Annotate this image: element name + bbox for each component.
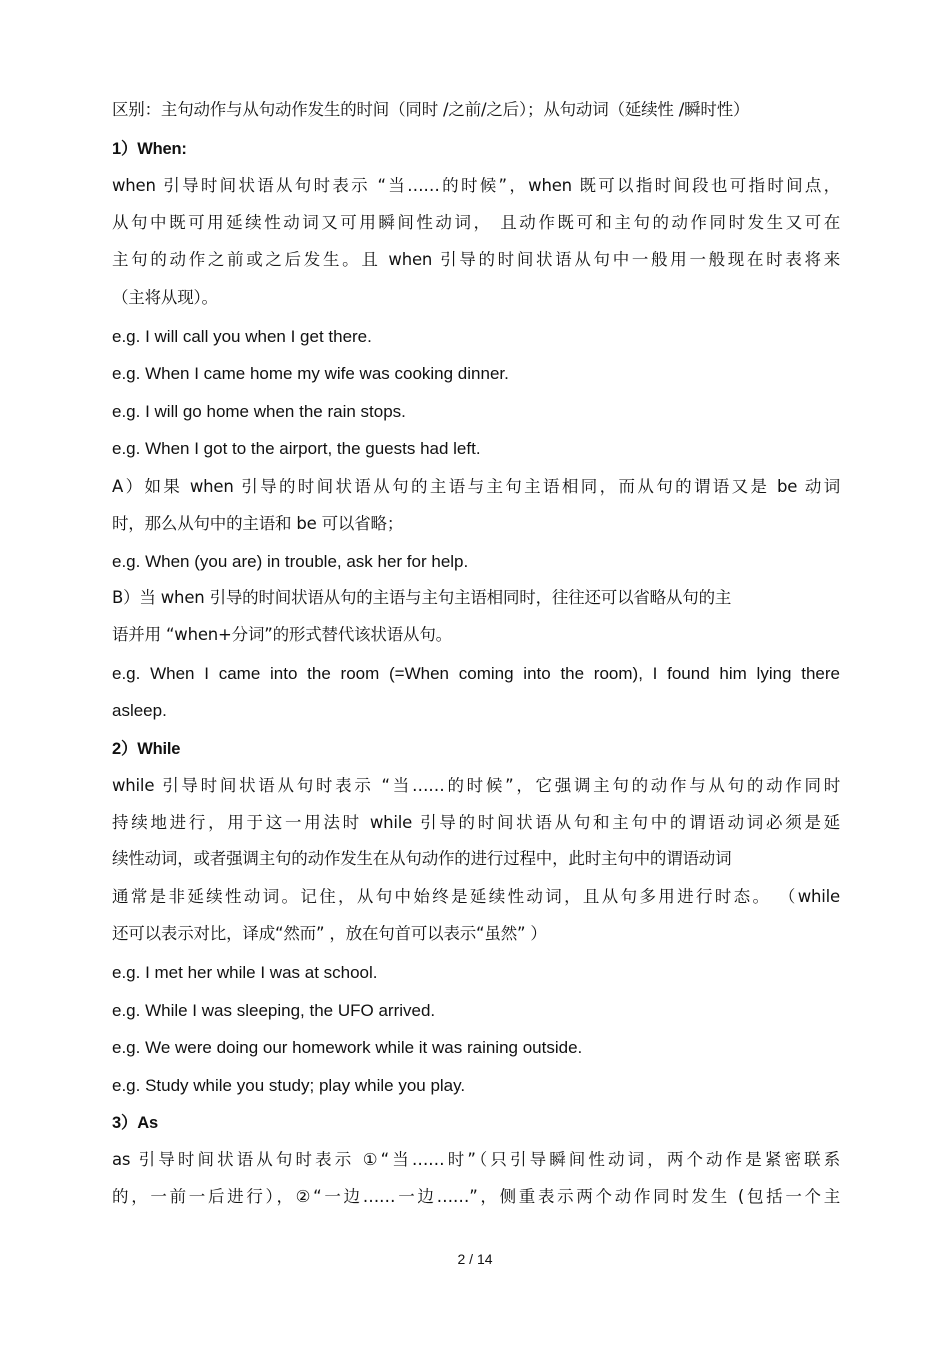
text-line: 区别：主句动作与从句动作发生的时间（同时 /之前/之后）；从句动词（延续性 /瞬时性） (112, 100, 750, 119)
text-line: as 引导时间状语从句时表示 ①“当……时”（只引导瞬间性动词，两个动作是紧密联系 (112, 1150, 840, 1169)
text-line: 续性动词，或者强调主句的动作发生在从句动作的进行过程中，此时主句中的谓语动词 (112, 849, 732, 868)
text-line: while 引导时间状语从句时表示 “当……的时候”，它强调主句的动作与从句的动作同时 (112, 776, 840, 795)
example-line: e.g. Study while you study; play while you play. (112, 1076, 466, 1095)
text-line: 持续地进行，用于这一用法时 while 引导的时间状语从句和主句中的谓语动词必须是延 (112, 813, 840, 832)
example-line: e.g. I will call you when I get there. (112, 327, 372, 346)
example-line: e.g. When I got to the airport, the guests had left. (112, 439, 481, 458)
example-line: e.g. I will go home when the rain stops. (112, 402, 406, 421)
section-heading-as: 3）As (112, 1114, 158, 1132)
text-line: 的，一前一后进行），②“一边……一边……”，侧重表示两个动作同时发生 (包括一个主 (112, 1187, 840, 1206)
text-line: 时，那么从句中的主语和 be 可以省略； (112, 514, 404, 533)
example-line: e.g. I met her while I was at school. (112, 963, 378, 982)
text-line: B）当 when 引导的时间状语从句的主语与主句主语相同时，往往还可以省略从句的主 (112, 588, 732, 607)
example-line: e.g. While I was sleeping, the UFO arrived. (112, 1001, 436, 1020)
section-heading-while: 2）While (112, 740, 181, 758)
section-heading-when: 1）When: (112, 140, 187, 158)
text-line: 从句中既可用延续性动词又可用瞬间性动词， 且动作既可和主句的动作同时发生又可在 (112, 213, 840, 232)
example-line: asleep. (112, 701, 167, 720)
text-line: when 引导时间状语从句时表示 “当……的时候”，when 既可以指时间段也可指时间点， (112, 176, 840, 195)
text-line: 还可以表示对比，译成“然而” ，放在句首可以表示“虽然” ） (112, 924, 547, 943)
example-line: e.g. We were doing our homework while it was raining outside. (112, 1038, 583, 1057)
page-number: 2 / 14 (457, 1251, 493, 1267)
example-line: e.g. When I came into the room (=When coming into the room), I found him lying there (112, 664, 840, 683)
text-line: 语并用 “when+分词”的形式替代该状语从句。 (112, 625, 452, 644)
text-line: A）如果 when 引导的时间状语从句的主语与主句主语相同，而从句的谓语又是 be 动词 (112, 477, 840, 496)
text-line: 通常是非延续性动词。记住，从句中始终是延续性动词，且从句多用进行时态。 （while (112, 887, 840, 906)
example-line: e.g. When (you are) in trouble, ask her for help. (112, 552, 469, 571)
text-line: 主句的动作之前或之后发生。且 when 引导的时间状语从句中一般用一般现在时表将来 (112, 250, 840, 269)
example-line: e.g. When I came home my wife was cooking dinner. (112, 364, 509, 383)
text-line: （主将从现）。 (112, 288, 218, 307)
